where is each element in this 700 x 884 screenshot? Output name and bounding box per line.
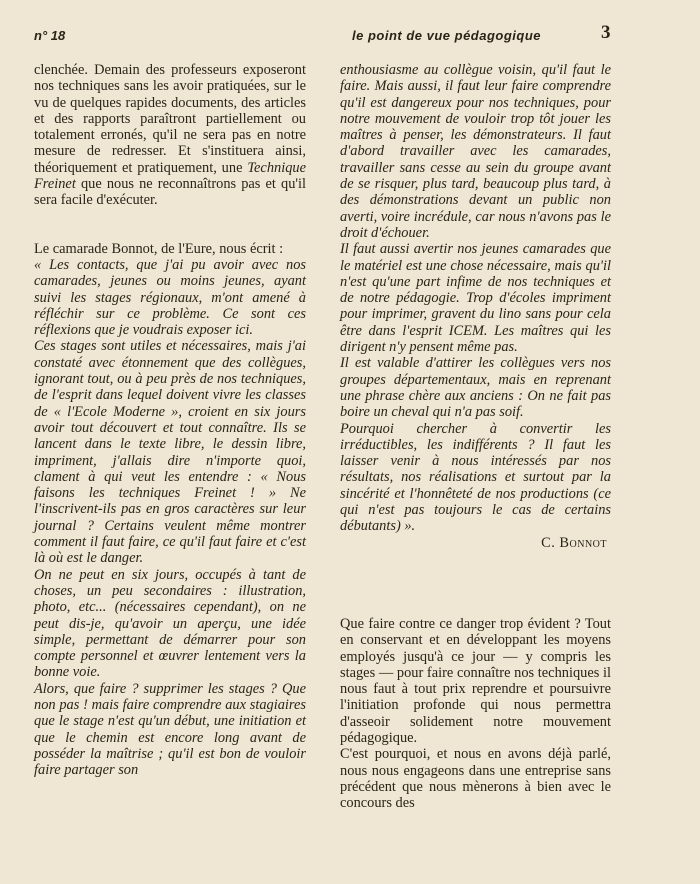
paragraph-text: clenchée. Demain des professeurs exposeront nos techniques sans les avoir pratiquées, sur le vu de quelques rapides documents, des articles et des rapports paraîtront partiellement ou totalement erronés, qu'il ne sera pas en notre mesure de redresser. Et s'instituera ainsi, théoriquement et pratiquement, une <box>34 62 306 176</box>
quote-paragraph: « Les contacts, que j'ai pu avoir avec nos camarades, jeunes ou moins jeunes, ayant suivi les stages régionaux, m'ont amené à réfléchir sur ce problème. Ce sont ces réflexions que je voudrais exposer ici. <box>34 256 306 339</box>
letter-intro: Le camarade Bonnot, de l'Eure, nous écrit : <box>34 240 284 257</box>
paragraph: Que faire contre ce danger trop évident ? Tout en conservant et en développant les moyens employés jusqu'à ce jour — y compris les stages — pour faire connaître nos techniques il nous faut à tout prix reprendre et poursuivre l'initiation profonde qui nous permettra d'asseoir solidement notre mouvement pédagogique. <box>340 616 611 747</box>
paragraph <box>34 62 306 209</box>
italic-term: Technique Freinet <box>34 159 306 193</box>
paragraph-text: que nous ne reconnaîtrons pas et qu'il sera facile d'exécuter. <box>34 176 306 209</box>
signature: C. Bonnot <box>541 534 607 551</box>
quote-paragraph: Alors, que faire ? supprimer les stages ? Que non pas ! mais faire comprendre aux stagiaires que le stage n'est qu'un début, une initiation et que le chemin est encore long avant de posséder la maîtrise ; qu'il est bon de vouloir faire partager son <box>34 680 306 779</box>
quote-paragraph: Pourquoi chercher à convertir les irréductibles, les indifférents ? Il faut les laisser venir à nous intéressés par nos résultats, nos réalisations et surtout par la sincérité et l'honnêteté de nos productions (ce qui n'est pas toujours le cas de certains débutants) ». <box>340 420 611 535</box>
left-column <box>34 62 306 778</box>
quote-paragraph: Il faut aussi avertir nos jeunes camarades que le matériel est une chose nécessaire, mais qu'il n'est qu'une part infime de nos techniques et de notre pédagogie. Trop d'écoles impriment pour imprimer, gravent du lino sans pour cela être dans l'esprit ICEM. Les maîtres qui les dirigent n'y pensent même pas. <box>340 241 611 356</box>
right-column <box>340 62 611 551</box>
paragraph: C'est pourquoi, et nous en avons déjà parlé, nous nous engageons dans une entreprise sans précédent que nous mènerons à bien avec le concours des <box>340 746 611 812</box>
quote-paragraph: Ces stages sont utiles et nécessaires, mais j'ai constaté avec étonnement que des collègues, ignorant tout, ou à peu près de nos techniques, de l'esprit dans lequel doivent vivre les classes de « l'Ecole Moderne », croient en six jours avoir tout découvert et tout connaître. Ils se lancent dans le texte libre, le dessin libre, impriment, j'allais dire n'importe quoi, clament à qui veut les entendre : « Nous faisons les techniques Freinet ! » Ne l'inscrivent-ils pas en gros caractères sur leur journal ? Certains veulent même montrer comment il faut faire, ce qu'il faut faire et c'est là où est le danger. <box>34 338 306 567</box>
right-column-lower <box>340 616 611 812</box>
quote-paragraph: enthousiasme au collègue voisin, qu'il faut le faire. Mais aussi, il faut leur faire comprendre qu'il est dangereux pour nos techniques, pour notre mouvement de vouloir trop tôt jouer les maîtres à penser, les démonstrateurs. Il faut d'abord travailler avec les camarades, travailler sans cesse au sein du groupe avant de se risquer, plus tard, beaucoup plus tard, à des démonstrations devant un public non averti, voire incrédule, car nous n'avons pas le droit d'échouer. <box>340 62 611 241</box>
issue-number: n° 18 <box>34 28 66 43</box>
page-number: 3 <box>601 22 611 43</box>
quote-paragraph: On ne peut en six jours, occupés à tant de choses, un peu secondaires : illustration, photo, etc... (nécessaires cependant), on ne peut dis-je, qu'avoir un aperçu, une idée simple, permettant de démarrer pour son compte personnel et œuvrer lentement vers la bonne voie. <box>34 566 306 681</box>
running-header: le point de vue pédagogique <box>352 28 542 43</box>
quote-paragraph: Il est valable d'attirer les collègues vers nos groupes départementaux, mais en reprenant une phrase chère aux anciens : On ne fait pas boire un cheval qui n'a pas soif. <box>340 355 611 421</box>
